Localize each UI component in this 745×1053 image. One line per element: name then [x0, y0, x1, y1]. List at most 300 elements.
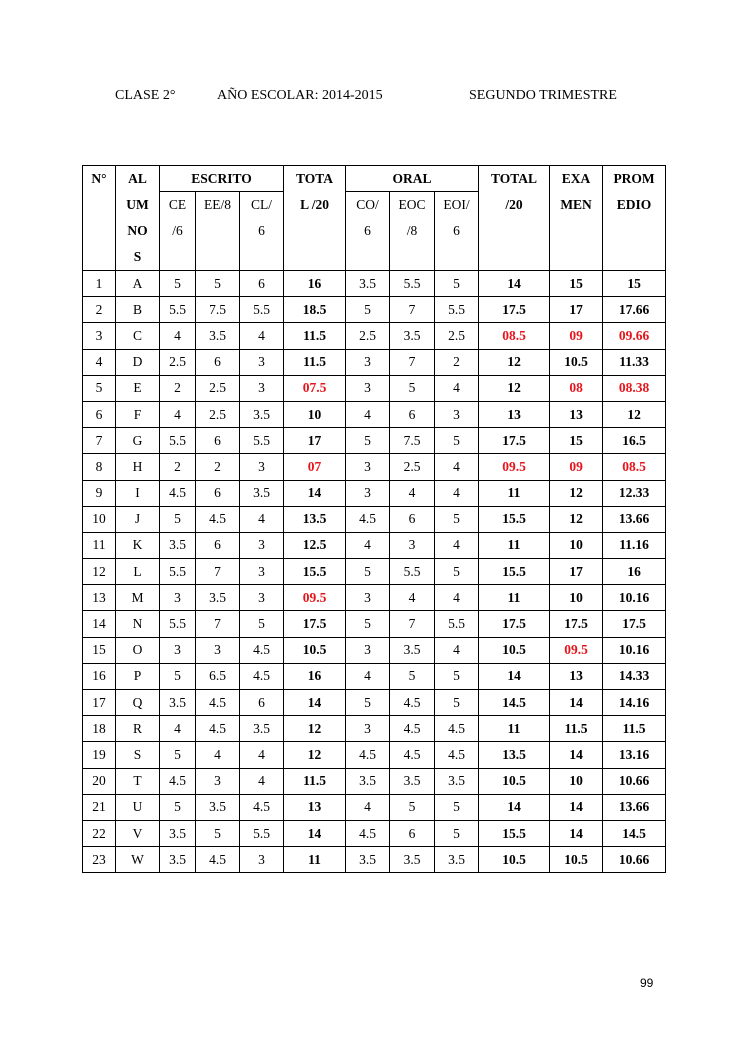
cell-pr: 10.16 — [603, 637, 666, 663]
cell-to: 14.5 — [479, 690, 550, 716]
cell-te: 11.5 — [284, 349, 346, 375]
cell-n: 6 — [83, 401, 116, 427]
cell-co: 3 — [346, 716, 390, 742]
cell-ee: 4.5 — [196, 690, 240, 716]
cell-eoi: 4.5 — [435, 716, 479, 742]
cell-ee: 2 — [196, 454, 240, 480]
cell-cl: 4 — [240, 742, 284, 768]
table-row — [83, 401, 666, 427]
cell-co: 4.5 — [346, 820, 390, 846]
table-row — [83, 690, 666, 716]
cell-co: 4 — [346, 794, 390, 820]
cell-al: F — [116, 401, 160, 427]
cell-n: 20 — [83, 768, 116, 794]
cell-cl: 3 — [240, 585, 284, 611]
cell-cl: 5.5 — [240, 297, 284, 323]
cell-eoc: 5.5 — [390, 559, 435, 585]
cell-pr: 08.5 — [603, 454, 666, 480]
cell-ex: 08 — [550, 375, 603, 401]
cell-pr: 13.16 — [603, 742, 666, 768]
cell-al: R — [116, 716, 160, 742]
cell-to: 15.5 — [479, 820, 550, 846]
cell-cl: 6 — [240, 690, 284, 716]
cell-pr: 17.5 — [603, 611, 666, 637]
cell-al: C — [116, 323, 160, 349]
cell-to: 13 — [479, 401, 550, 427]
cell-al: M — [116, 585, 160, 611]
cell-ex: 10 — [550, 585, 603, 611]
table-row — [83, 768, 666, 794]
cell-ex: 10 — [550, 532, 603, 558]
cell-eoc: 3.5 — [390, 637, 435, 663]
cell-eoi: 5 — [435, 820, 479, 846]
cell-to: 17.5 — [479, 611, 550, 637]
cell-eoc: 7 — [390, 611, 435, 637]
cell-co: 3.5 — [346, 271, 390, 297]
cell-eoc: 6 — [390, 506, 435, 532]
cell-ce: 3.5 — [160, 820, 196, 846]
cell-ce: 5 — [160, 506, 196, 532]
table-row — [83, 559, 666, 585]
cell-ce: 4 — [160, 716, 196, 742]
cell-pr: 11.33 — [603, 349, 666, 375]
cell-to: 10.5 — [479, 847, 550, 873]
cell-cl: 4 — [240, 323, 284, 349]
cell-to: 14 — [479, 663, 550, 689]
trimester-label: SEGUNDO TRIMESTRE — [469, 88, 617, 103]
cell-al: O — [116, 637, 160, 663]
page-number: 99 — [640, 976, 654, 990]
cell-ex: 10.5 — [550, 847, 603, 873]
cell-al: H — [116, 454, 160, 480]
cell-cl: 3 — [240, 454, 284, 480]
cell-pr: 13.66 — [603, 506, 666, 532]
cell-pr: 14.16 — [603, 690, 666, 716]
cell-cl: 4 — [240, 506, 284, 532]
cell-ex: 09.5 — [550, 637, 603, 663]
cell-ex: 10 — [550, 768, 603, 794]
cell-te: 16 — [284, 663, 346, 689]
cell-al: T — [116, 768, 160, 794]
cell-to: 08.5 — [479, 323, 550, 349]
cell-n: 11 — [83, 532, 116, 558]
cell-cl: 3.5 — [240, 401, 284, 427]
cell-n: 13 — [83, 585, 116, 611]
cell-ex: 13 — [550, 401, 603, 427]
cell-ex: 11.5 — [550, 716, 603, 742]
table-row — [83, 742, 666, 768]
cell-ee: 3 — [196, 768, 240, 794]
cell-al: G — [116, 428, 160, 454]
cell-to: 11 — [479, 716, 550, 742]
cell-co: 3 — [346, 585, 390, 611]
cell-to: 11 — [479, 585, 550, 611]
cell-co: 4 — [346, 532, 390, 558]
school-year-label: AÑO ESCOLAR: 2014-2015 — [217, 88, 383, 103]
cell-ex: 13 — [550, 663, 603, 689]
cell-eoi: 4 — [435, 532, 479, 558]
cell-ex: 15 — [550, 428, 603, 454]
cell-n: 2 — [83, 297, 116, 323]
cell-eoi: 5 — [435, 271, 479, 297]
cell-ex: 14 — [550, 820, 603, 846]
col-header-total-escrito: TOTA L /20 — [284, 166, 346, 271]
table-row — [83, 375, 666, 401]
cell-n: 22 — [83, 820, 116, 846]
cell-al: L — [116, 559, 160, 585]
cell-al: N — [116, 611, 160, 637]
cell-ce: 3.5 — [160, 690, 196, 716]
cell-eoi: 5 — [435, 690, 479, 716]
cell-ce: 5 — [160, 794, 196, 820]
cell-cl: 3 — [240, 349, 284, 375]
cell-ee: 2.5 — [196, 401, 240, 427]
cell-eoi: 3.5 — [435, 847, 479, 873]
table-row — [83, 428, 666, 454]
cell-te: 12 — [284, 716, 346, 742]
cell-eoc: 5.5 — [390, 271, 435, 297]
col-header-co: CO/ 6 — [346, 192, 390, 271]
table-row — [83, 480, 666, 506]
cell-ee: 5 — [196, 271, 240, 297]
cell-cl: 5.5 — [240, 428, 284, 454]
cell-cl: 3.5 — [240, 480, 284, 506]
cell-te: 11.5 — [284, 323, 346, 349]
cell-ce: 5.5 — [160, 559, 196, 585]
cell-n: 23 — [83, 847, 116, 873]
table-row — [83, 271, 666, 297]
cell-ee: 6.5 — [196, 663, 240, 689]
cell-ee: 7.5 — [196, 297, 240, 323]
cell-eoc: 3.5 — [390, 768, 435, 794]
table-body — [83, 271, 666, 873]
cell-ee: 4 — [196, 742, 240, 768]
cell-ee: 3.5 — [196, 585, 240, 611]
cell-ce: 4.5 — [160, 480, 196, 506]
cell-ce: 3 — [160, 585, 196, 611]
cell-eoi: 4 — [435, 375, 479, 401]
cell-n: 14 — [83, 611, 116, 637]
cell-ee: 6 — [196, 349, 240, 375]
cell-pr: 14.5 — [603, 820, 666, 846]
cell-te: 17 — [284, 428, 346, 454]
cell-te: 10.5 — [284, 637, 346, 663]
cell-ce: 5 — [160, 271, 196, 297]
cell-eoi: 5 — [435, 663, 479, 689]
cell-to: 12 — [479, 375, 550, 401]
cell-n: 8 — [83, 454, 116, 480]
cell-ex: 17 — [550, 297, 603, 323]
cell-co: 4.5 — [346, 742, 390, 768]
cell-al: A — [116, 271, 160, 297]
cell-eoi: 5 — [435, 794, 479, 820]
cell-eoi: 5.5 — [435, 297, 479, 323]
cell-ee: 2.5 — [196, 375, 240, 401]
cell-eoi: 2.5 — [435, 323, 479, 349]
cell-eoc: 3.5 — [390, 847, 435, 873]
table-row — [83, 506, 666, 532]
cell-te: 15.5 — [284, 559, 346, 585]
table-row — [83, 454, 666, 480]
cell-ce: 2 — [160, 375, 196, 401]
cell-ex: 09 — [550, 454, 603, 480]
cell-co: 3 — [346, 480, 390, 506]
cell-co: 5 — [346, 611, 390, 637]
cell-ee: 3 — [196, 637, 240, 663]
cell-al: K — [116, 532, 160, 558]
cell-cl: 4.5 — [240, 794, 284, 820]
cell-ee: 3.5 — [196, 323, 240, 349]
cell-pr: 17.66 — [603, 297, 666, 323]
cell-eoi: 3.5 — [435, 768, 479, 794]
table-row — [83, 611, 666, 637]
cell-ex: 15 — [550, 271, 603, 297]
cell-ee: 4.5 — [196, 847, 240, 873]
cell-eoc: 7 — [390, 297, 435, 323]
cell-n: 10 — [83, 506, 116, 532]
table-row — [83, 323, 666, 349]
cell-co: 4.5 — [346, 506, 390, 532]
cell-co: 4 — [346, 401, 390, 427]
cell-al: W — [116, 847, 160, 873]
cell-co: 3.5 — [346, 768, 390, 794]
cell-to: 11 — [479, 480, 550, 506]
cell-ce: 3 — [160, 637, 196, 663]
cell-n: 5 — [83, 375, 116, 401]
cell-co: 5 — [346, 559, 390, 585]
page-header — [0, 88, 745, 108]
cell-co: 4 — [346, 663, 390, 689]
cell-pr: 12.33 — [603, 480, 666, 506]
cell-eoc: 4 — [390, 585, 435, 611]
table-row — [83, 637, 666, 663]
cell-ce: 5 — [160, 663, 196, 689]
table-row — [83, 794, 666, 820]
cell-eoi: 4 — [435, 585, 479, 611]
cell-co: 3 — [346, 454, 390, 480]
cell-co: 5 — [346, 297, 390, 323]
cell-al: P — [116, 663, 160, 689]
cell-ee: 6 — [196, 480, 240, 506]
col-header-num: N° — [83, 166, 116, 271]
cell-cl: 3.5 — [240, 716, 284, 742]
cell-n: 17 — [83, 690, 116, 716]
cell-te: 10 — [284, 401, 346, 427]
cell-eoc: 4.5 — [390, 690, 435, 716]
cell-pr: 16 — [603, 559, 666, 585]
cell-cl: 4.5 — [240, 637, 284, 663]
cell-ce: 5.5 — [160, 297, 196, 323]
cell-cl: 3 — [240, 375, 284, 401]
cell-eoc: 5 — [390, 375, 435, 401]
cell-ex: 12 — [550, 480, 603, 506]
cell-ce: 2.5 — [160, 349, 196, 375]
cell-eoc: 7 — [390, 349, 435, 375]
cell-pr: 11.5 — [603, 716, 666, 742]
cell-ex: 14 — [550, 690, 603, 716]
cell-te: 14 — [284, 480, 346, 506]
cell-eoc: 7.5 — [390, 428, 435, 454]
cell-co: 3 — [346, 637, 390, 663]
table-header — [83, 166, 666, 271]
cell-eoi: 3 — [435, 401, 479, 427]
cell-te: 12.5 — [284, 532, 346, 558]
cell-ex: 10.5 — [550, 349, 603, 375]
cell-eoc: 5 — [390, 794, 435, 820]
cell-ee: 4.5 — [196, 506, 240, 532]
cell-te: 14 — [284, 690, 346, 716]
cell-co: 5 — [346, 690, 390, 716]
cell-eoi: 5 — [435, 506, 479, 532]
cell-ce: 3.5 — [160, 532, 196, 558]
cell-ex: 14 — [550, 742, 603, 768]
cell-pr: 10.16 — [603, 585, 666, 611]
cell-pr: 13.66 — [603, 794, 666, 820]
col-header-alumnos: AL UM NO S — [116, 166, 160, 271]
cell-n: 12 — [83, 559, 116, 585]
cell-ce: 5.5 — [160, 428, 196, 454]
cell-eoi: 4 — [435, 637, 479, 663]
cell-ex: 12 — [550, 506, 603, 532]
cell-eoc: 6 — [390, 401, 435, 427]
cell-cl: 4 — [240, 768, 284, 794]
cell-eoi: 5 — [435, 428, 479, 454]
cell-pr: 15 — [603, 271, 666, 297]
cell-n: 9 — [83, 480, 116, 506]
cell-al: E — [116, 375, 160, 401]
cell-to: 17.5 — [479, 428, 550, 454]
cell-to: 17.5 — [479, 297, 550, 323]
cell-ee: 6 — [196, 428, 240, 454]
cell-to: 15.5 — [479, 559, 550, 585]
cell-ex: 14 — [550, 794, 603, 820]
cell-ee: 5 — [196, 820, 240, 846]
cell-n: 4 — [83, 349, 116, 375]
cell-te: 11.5 — [284, 768, 346, 794]
cell-ee: 7 — [196, 559, 240, 585]
cell-te: 07 — [284, 454, 346, 480]
cell-to: 12 — [479, 349, 550, 375]
table-row — [83, 820, 666, 846]
cell-eoi: 5.5 — [435, 611, 479, 637]
table-row — [83, 716, 666, 742]
cell-te: 13.5 — [284, 506, 346, 532]
cell-pr: 08.38 — [603, 375, 666, 401]
col-header-promedio: PROM EDIO — [603, 166, 666, 271]
cell-te: 17.5 — [284, 611, 346, 637]
cell-te: 18.5 — [284, 297, 346, 323]
cell-al: S — [116, 742, 160, 768]
cell-n: 18 — [83, 716, 116, 742]
cell-n: 15 — [83, 637, 116, 663]
class-label: CLASE 2° — [115, 88, 176, 103]
cell-eoc: 4 — [390, 480, 435, 506]
cell-eoc: 4.5 — [390, 742, 435, 768]
col-header-ce: CE /6 — [160, 192, 196, 271]
cell-te: 11 — [284, 847, 346, 873]
cell-ee: 6 — [196, 532, 240, 558]
cell-n: 16 — [83, 663, 116, 689]
cell-te: 12 — [284, 742, 346, 768]
cell-ce: 3.5 — [160, 847, 196, 873]
cell-n: 7 — [83, 428, 116, 454]
cell-pr: 10.66 — [603, 847, 666, 873]
cell-ex: 09 — [550, 323, 603, 349]
cell-ce: 5.5 — [160, 611, 196, 637]
cell-eoc: 5 — [390, 663, 435, 689]
cell-ce: 4.5 — [160, 768, 196, 794]
cell-co: 3 — [346, 349, 390, 375]
cell-eoc: 4.5 — [390, 716, 435, 742]
cell-to: 13.5 — [479, 742, 550, 768]
table-row — [83, 297, 666, 323]
cell-n: 3 — [83, 323, 116, 349]
col-header-ee: EE/8 — [196, 192, 240, 271]
col-header-eoi: EOI/ 6 — [435, 192, 479, 271]
cell-al: Q — [116, 690, 160, 716]
cell-ex: 17 — [550, 559, 603, 585]
cell-te: 09.5 — [284, 585, 346, 611]
cell-al: I — [116, 480, 160, 506]
grades-table — [82, 165, 666, 873]
cell-pr: 09.66 — [603, 323, 666, 349]
col-header-cl: CL/ 6 — [240, 192, 284, 271]
col-header-examen: EXA MEN — [550, 166, 603, 271]
cell-cl: 4.5 — [240, 663, 284, 689]
cell-ce: 4 — [160, 401, 196, 427]
cell-eoc: 2.5 — [390, 454, 435, 480]
cell-ee: 7 — [196, 611, 240, 637]
cell-eoi: 2 — [435, 349, 479, 375]
cell-to: 11 — [479, 532, 550, 558]
cell-n: 1 — [83, 271, 116, 297]
cell-cl: 6 — [240, 271, 284, 297]
col-header-oral: ORAL — [346, 166, 479, 192]
cell-eoc: 3 — [390, 532, 435, 558]
cell-te: 13 — [284, 794, 346, 820]
cell-al: B — [116, 297, 160, 323]
cell-cl: 5 — [240, 611, 284, 637]
cell-pr: 16.5 — [603, 428, 666, 454]
cell-al: V — [116, 820, 160, 846]
cell-al: J — [116, 506, 160, 532]
cell-ee: 4.5 — [196, 716, 240, 742]
cell-co: 5 — [346, 428, 390, 454]
cell-te: 16 — [284, 271, 346, 297]
cell-to: 14 — [479, 271, 550, 297]
cell-ce: 5 — [160, 742, 196, 768]
cell-al: U — [116, 794, 160, 820]
col-header-escrito: ESCRITO — [160, 166, 284, 192]
cell-ex: 17.5 — [550, 611, 603, 637]
col-header-eoc: EOC /8 — [390, 192, 435, 271]
cell-to: 14 — [479, 794, 550, 820]
cell-to: 10.5 — [479, 768, 550, 794]
cell-pr: 11.16 — [603, 532, 666, 558]
cell-to: 15.5 — [479, 506, 550, 532]
cell-pr: 10.66 — [603, 768, 666, 794]
table-row — [83, 349, 666, 375]
cell-to: 10.5 — [479, 637, 550, 663]
table-row — [83, 663, 666, 689]
cell-te: 07.5 — [284, 375, 346, 401]
cell-cl: 3 — [240, 532, 284, 558]
cell-cl: 5.5 — [240, 820, 284, 846]
cell-co: 3 — [346, 375, 390, 401]
cell-eoi: 5 — [435, 559, 479, 585]
cell-ce: 2 — [160, 454, 196, 480]
cell-eoi: 4 — [435, 480, 479, 506]
